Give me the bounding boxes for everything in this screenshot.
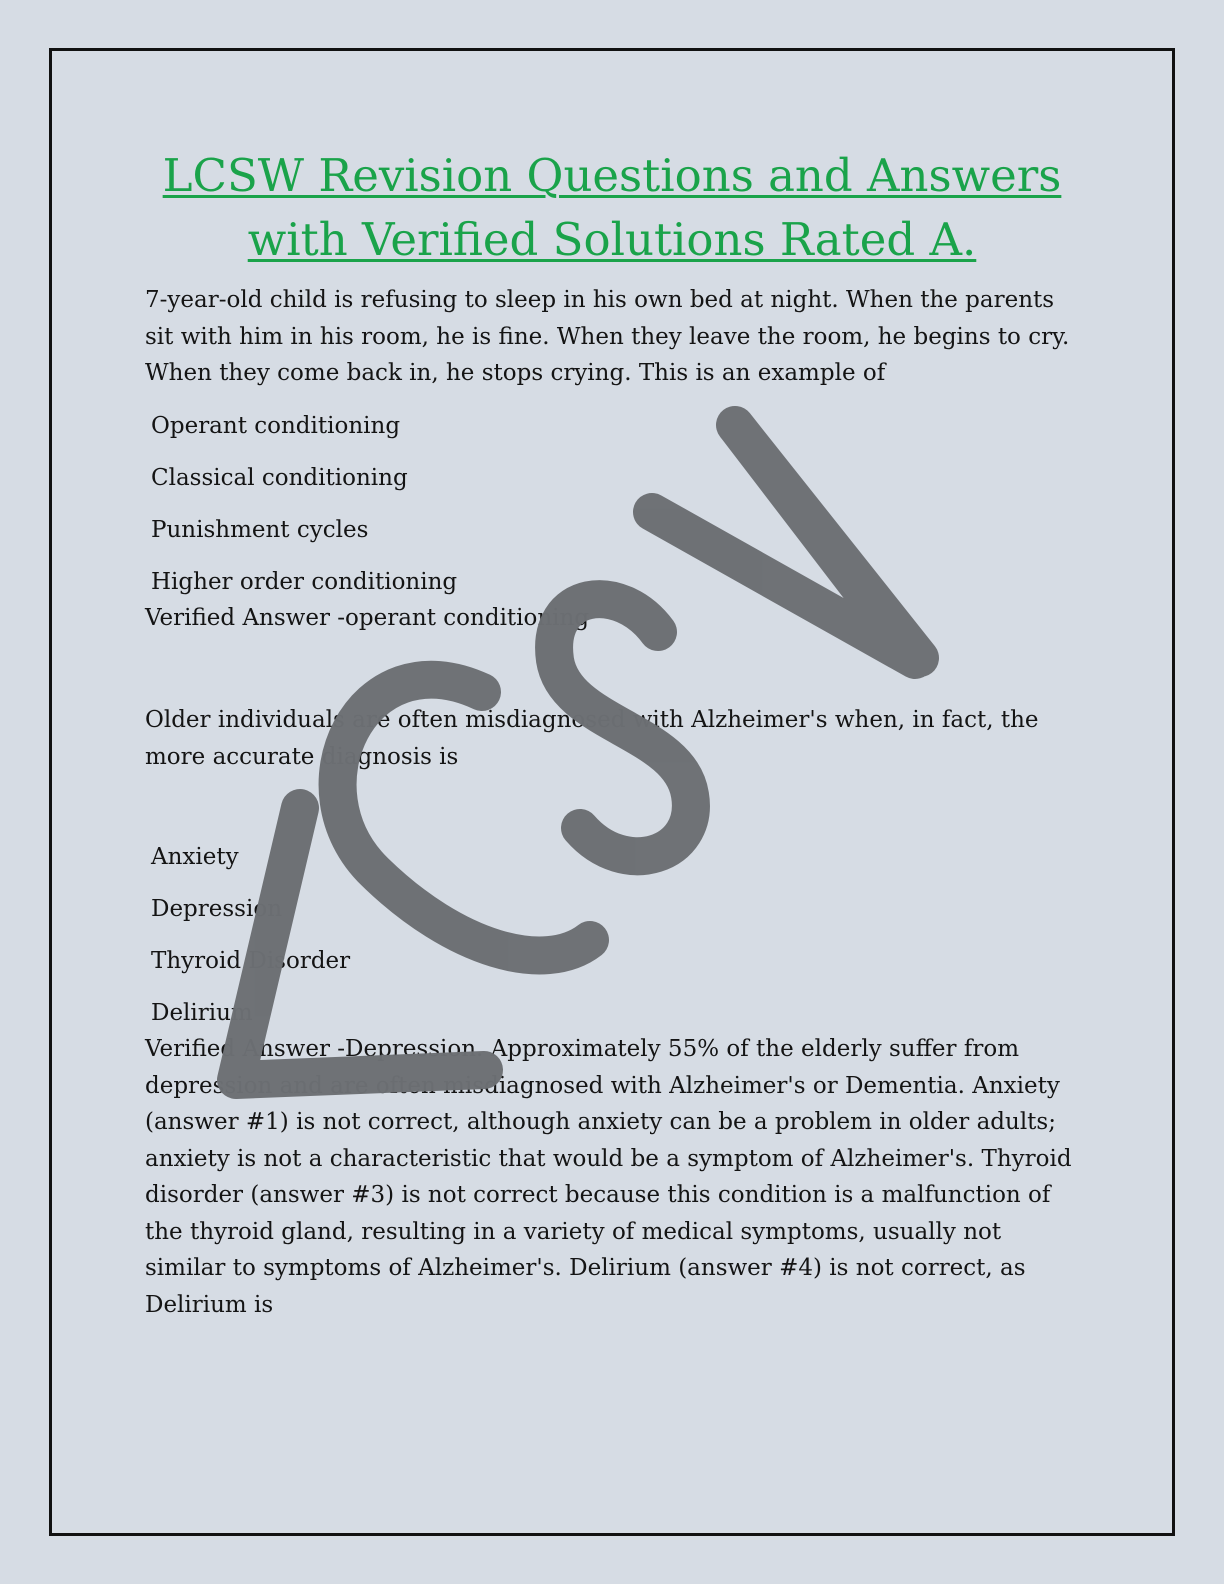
spacer: [145, 775, 1085, 839]
question-2-options: [145, 839, 1085, 1031]
question-2-answer: Verified Answer -Depression. Approximately 55% of the elderly suffer from depression and are often misdiagnosed with Alzheimer's or Dementia. Anxiety (answer #1) is not correct, although anxiety can be a problem in older adults; anxiety is not a characteristic that would be a symptom of Alzheimer's. Thyroid disorder (answer #3) is not correct because this condition is a malfunction of the thyroid gland, resulting in a variety of medical symptoms, usually not similar to symptoms of Alzheimer's. Delirium (answer #4) is not correct, as Delirium is: [145, 1036, 1072, 1318]
question-2-option-3: Thyroid Disorder: [151, 948, 351, 974]
spacer: [145, 636, 1085, 702]
question-2-option-4: Delirium: [151, 1000, 253, 1026]
question-1-option-2: Classical conditioning: [151, 464, 408, 491]
question-1-option-3: Punishment cycles: [151, 516, 369, 543]
question-1-answer: Verified Answer -operant conditioning: [145, 604, 590, 631]
document-body: [145, 282, 1085, 1323]
title-line-2: with Verified Solutions Rated A.: [247, 213, 977, 266]
question-2-option-2: Depression: [151, 896, 283, 922]
document-title: [60, 144, 1164, 272]
question-2-prompt: Older individuals are often misdiagnosed with Alzheimer's when, in fact, the more accurate diagnosis is: [145, 707, 1039, 770]
question-2-option-1: Anxiety: [151, 844, 239, 870]
question-1-option-1: Operant conditioning: [151, 412, 401, 439]
title-line-1: LCSW Revision Questions and Answers: [162, 149, 1062, 202]
question-1-options: [145, 408, 1085, 600]
question-1-prompt: 7-year-old child is refusing to sleep in his own bed at night. When the parents sit with him in his room, he is fine. When they leave the room, he begins to cry. When they come back in, he stops crying. This is an example of: [145, 287, 1070, 386]
question-1-option-4: Higher order conditioning: [151, 568, 458, 595]
